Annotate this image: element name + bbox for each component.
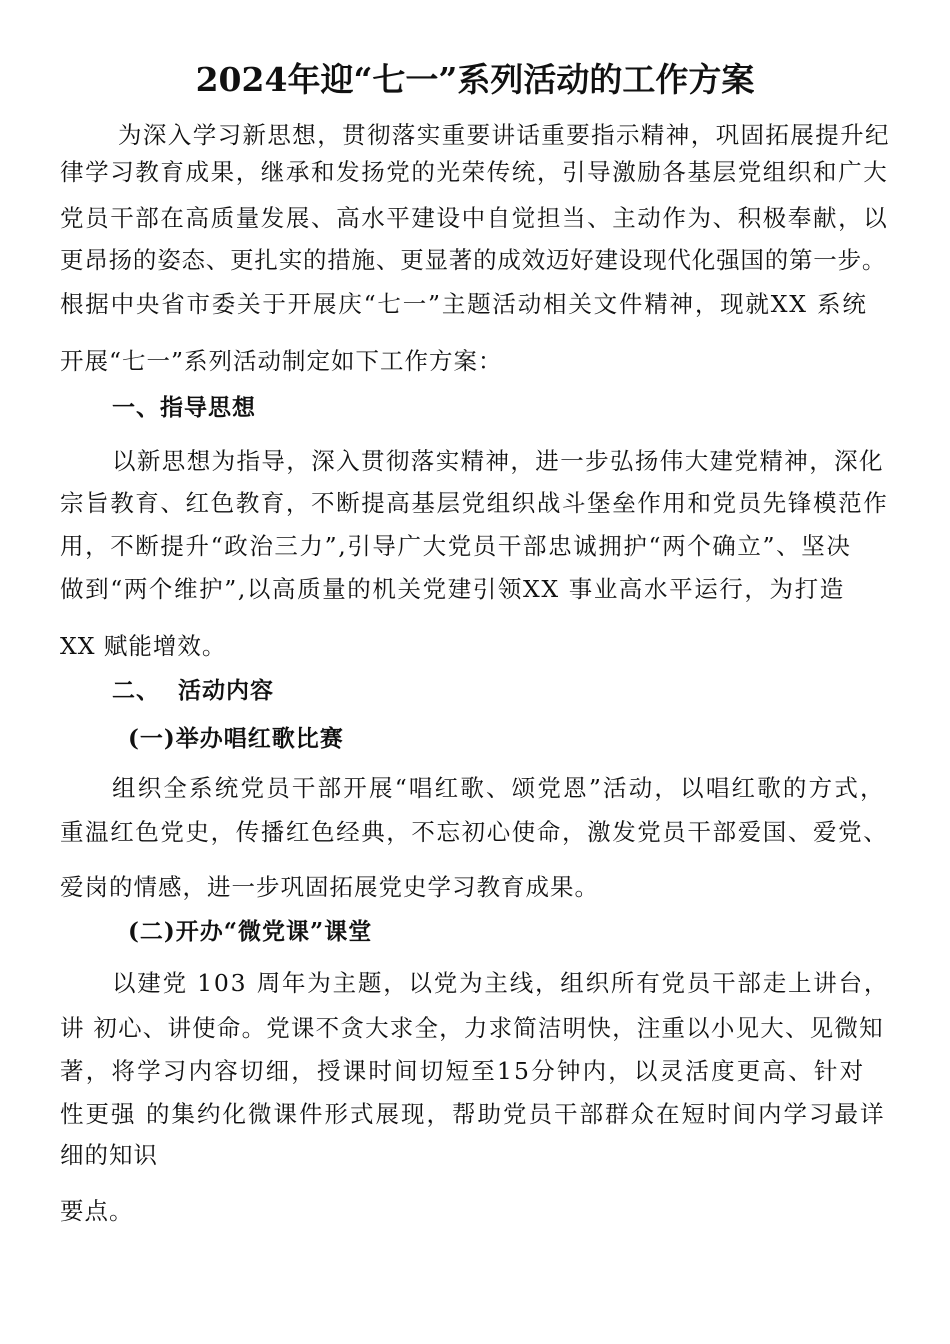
intro-line-2: 律学习教育成果，继承和发扬党的光荣传统，引导激励各基层党组织和广大 xyxy=(60,158,889,186)
section2-heading: 二、 活动内容 xyxy=(112,677,275,704)
document-title: 2024年迎“七一”系列活动的工作方案 xyxy=(195,60,755,99)
subsection2-line-2: 讲 初心、讲使命。党课不贪大求全，力求简洁明快，注重以小见大、见微知 xyxy=(60,1014,884,1042)
section1-line-2: 宗旨教育、红色教育，不断提高基层党组织战斗堡垒作用和党员先锋模范作 xyxy=(60,489,889,517)
subsection1-line-2: 重温红色党史，传播红色经典，不忘初心使命，激发党员干部爱国、爱党、 xyxy=(60,818,889,846)
section1-line-1: 以新思想为指导，深入贯彻落实精神，进一步弘扬伟大建党精神，深化 xyxy=(112,447,884,475)
subsection1-heading: (一)举办唱红歌比赛 xyxy=(128,725,344,752)
intro-line-1: 为深入学习新思想，贯彻落实重要讲话重要指示精神，巩固拓展提升纪 xyxy=(118,121,890,149)
intro-line-6: 开展“七一”系列活动制定如下工作方案： xyxy=(60,347,503,375)
section1-line-5: XX 赋能增效。 xyxy=(60,632,227,660)
section1-line-4: 做到“两个维护”,以高质量的机关党建引领XX 事业高水平运行，为打造 xyxy=(60,575,845,603)
intro-line-3: 党员干部在高质量发展、高水平建设中自觉担当、主动作为、积极奉献，以 xyxy=(60,204,889,232)
subsection2-line-1: 以建党 103 周年为主题，以党为主线，组织所有党员干部走上讲台， xyxy=(112,969,890,997)
subsection2-line-5: 细的知识 xyxy=(60,1141,158,1169)
subsection2-line-4: 性更强 的集约化微课件形式展现，帮助党员干部群众在短时间内学习最详 xyxy=(60,1100,886,1128)
subsection2-heading: (二)开办“微党课”课堂 xyxy=(128,918,373,945)
subsection2-line-3: 著，将学习内容切细，授课时间切短至15分钟内，以灵活度更高、针对 xyxy=(60,1057,866,1085)
section1-line-3: 用，不断提升“政治三力”,引导广大党员干部忠诚拥护“两个确立”、坚决 xyxy=(60,532,852,560)
subsection1-line-1: 组织全系统党员干部开展“唱红歌、颂党恩”活动，以唱红歌的方式， xyxy=(112,774,886,802)
subsection1-line-3: 爱岗的情感，进一步巩固拓展党史学习教育成果。 xyxy=(60,873,599,901)
section1-heading: 一、指导思想 xyxy=(112,394,256,421)
intro-line-5: 根据中央省市委关于开展庆“七一”主题活动相关文件精神，现就XX 系统 xyxy=(60,290,868,318)
intro-line-4: 更昂扬的姿态、更扎实的措施、更显著的成效迈好建设现代化强国的第一步。 xyxy=(60,246,887,274)
subsection2-line-6: 要点。 xyxy=(60,1197,134,1225)
